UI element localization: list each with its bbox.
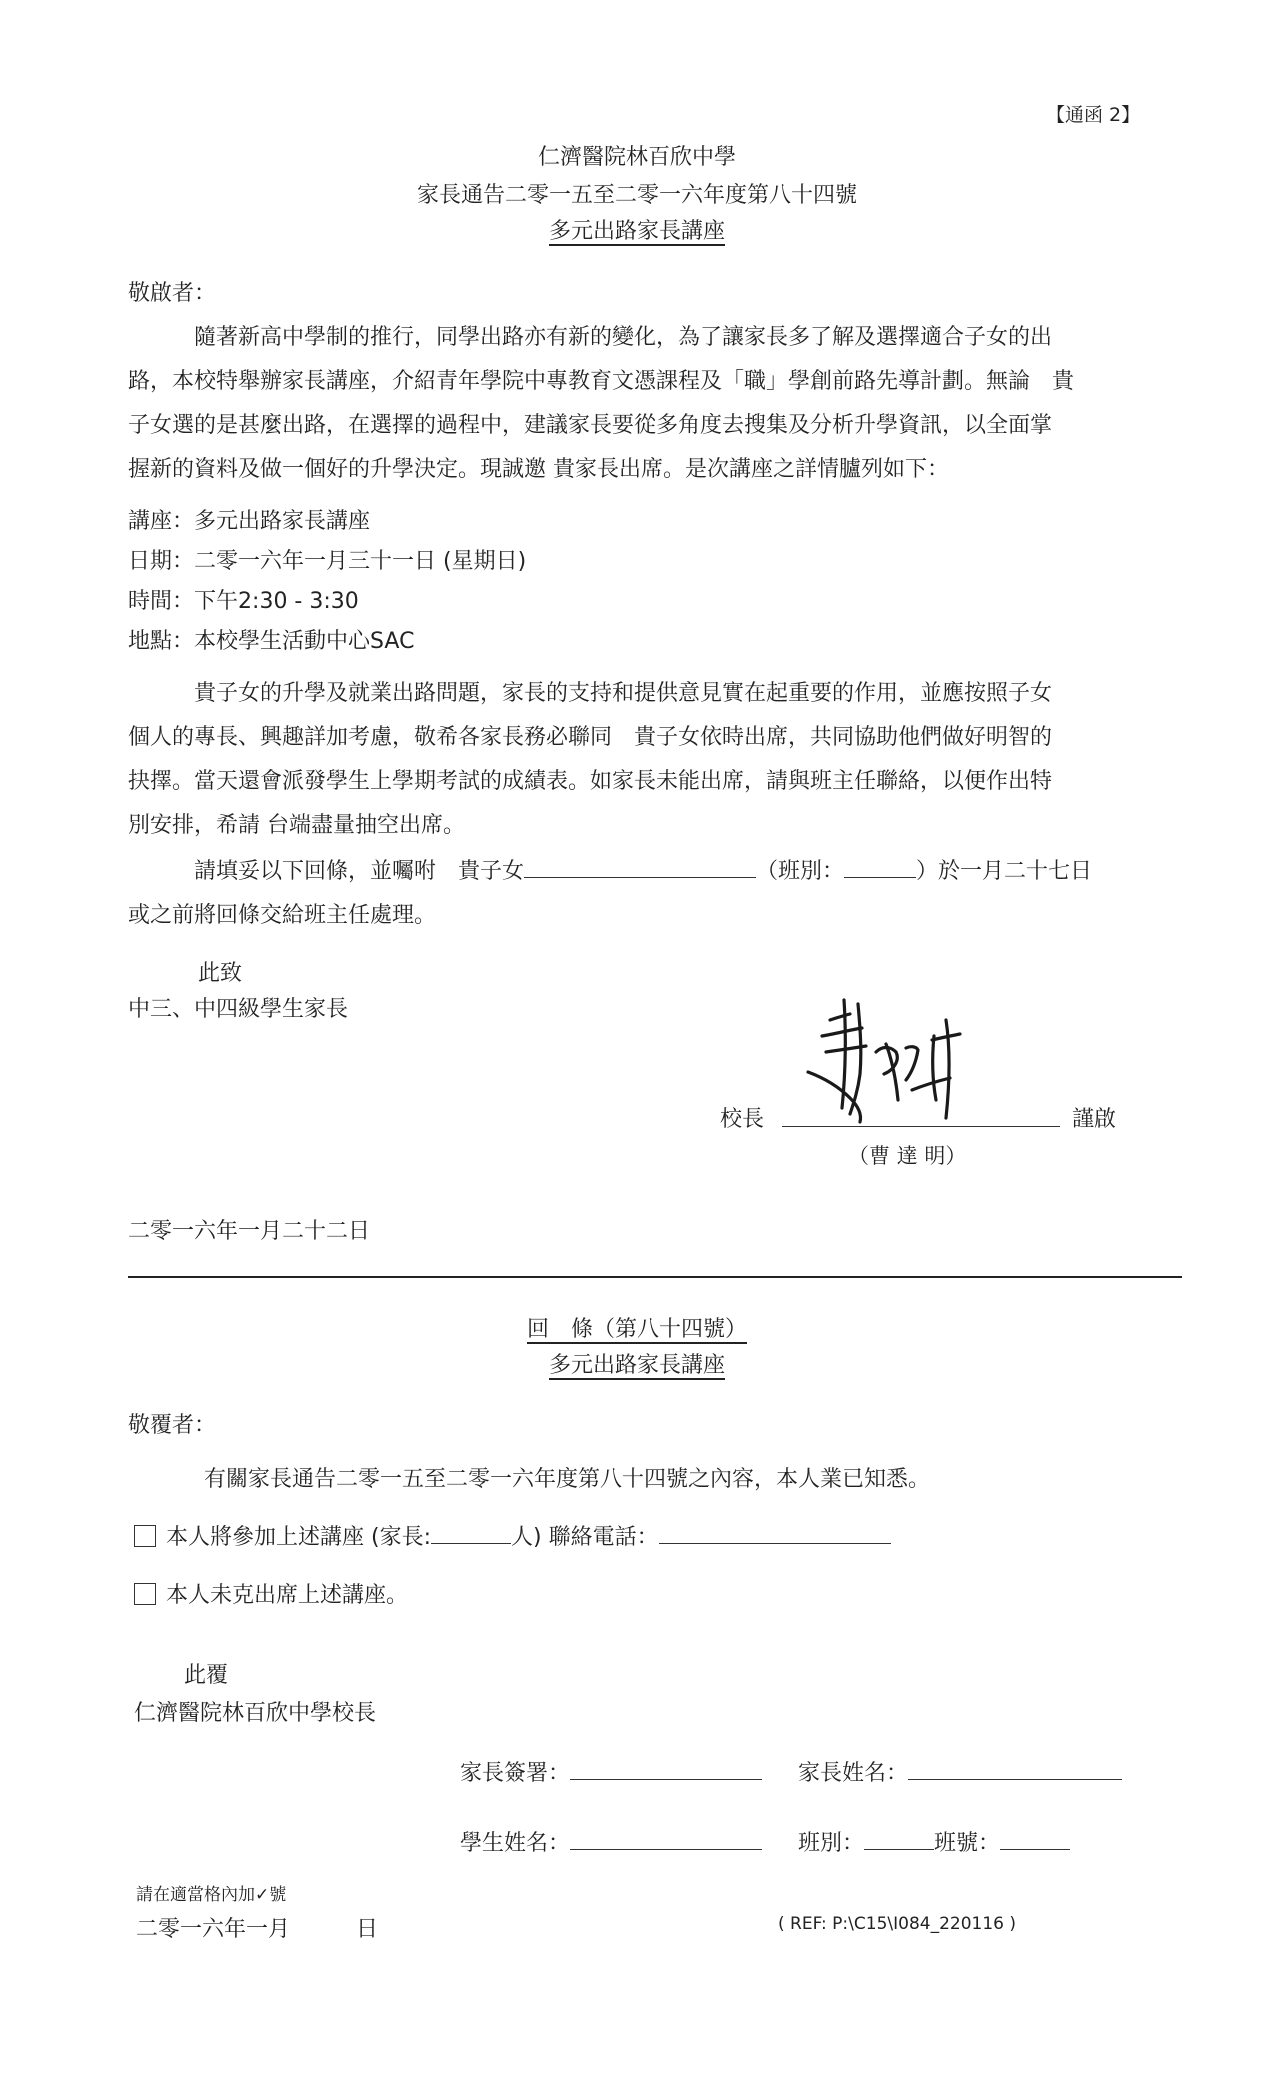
reply-instruction-line bbox=[128, 850, 1178, 894]
salutation: 敬啟者： bbox=[128, 281, 217, 306]
class-field[interactable] bbox=[798, 1826, 1070, 1857]
decline-option-text: 本人未克出席上述講座。 bbox=[166, 1583, 409, 1608]
parent-sign-blank[interactable] bbox=[570, 1777, 762, 1780]
detail-label: 時間 bbox=[128, 589, 173, 614]
acknowledgement: 有關家長通告二零一五至二零一六年度第八十四號之內容，本人業已知悉。 bbox=[204, 1467, 931, 1492]
reply-instruction-paragraph bbox=[128, 850, 1178, 938]
attend-checkbox[interactable] bbox=[134, 1525, 156, 1547]
reply-closing: 此覆 bbox=[184, 1663, 229, 1688]
intro-line: 子女選的是甚麼出路，在選擇的過程中，建議家長要從多角度去搜集及分析升學資訊，以全面掌 bbox=[128, 413, 1053, 438]
attend-option-text: 本人將參加上述講座 (家長: bbox=[166, 1525, 431, 1550]
detail-row: 時間：下午2:30 - 3:30 bbox=[128, 589, 359, 614]
detail-row: 地點：本校學生活動中心SAC bbox=[128, 629, 415, 654]
detail-row: 講座：多元出路家長講座 bbox=[128, 509, 371, 534]
decline-option[interactable] bbox=[134, 1578, 408, 1609]
student-name-field[interactable] bbox=[460, 1826, 762, 1857]
attend-option[interactable] bbox=[134, 1520, 891, 1551]
parent-name-blank[interactable] bbox=[908, 1777, 1122, 1780]
reply-title bbox=[0, 1312, 1274, 1343]
instruction-text: （班別： bbox=[756, 859, 845, 884]
tear-off-divider bbox=[128, 1276, 1182, 1278]
attend-option-phone-label: 人) 聯絡電話： bbox=[511, 1525, 659, 1550]
support-line: 個人的專長、興趣詳加考慮，敬希各家長務必聯同 貴子女依時出席，共同協助他們做好明智的 bbox=[128, 725, 1053, 750]
parent-name-label: 家長姓名： bbox=[798, 1761, 909, 1786]
class-blank bbox=[844, 875, 916, 878]
detail-row: 日期：二零一六年一月三十一日 (星期日) bbox=[128, 549, 527, 574]
circular-tag: 【通函 2】 bbox=[1046, 104, 1141, 126]
reply-subject-text: 多元出路家長講座 bbox=[548, 1353, 725, 1378]
reply-title-text: 回 條（第八十四號） bbox=[526, 1317, 747, 1342]
support-line: 別安排，希請 台端盡量抽空出席。 bbox=[128, 813, 465, 838]
intro-line: 握新的資料及做一個好的升學決定。現誠邀 貴家長出席。是次講座之詳情臚列如下： bbox=[128, 457, 949, 482]
class-no-label: 班號： bbox=[934, 1831, 1001, 1856]
sign-off: 謹啟 bbox=[1072, 1107, 1117, 1132]
class-input-blank[interactable] bbox=[864, 1847, 934, 1850]
decline-checkbox[interactable] bbox=[134, 1583, 156, 1605]
principal-signature bbox=[800, 990, 990, 1140]
tick-note: 請在適當格內加✓號 bbox=[136, 1885, 287, 1905]
instruction-text: 請填妥以下回條，並囑咐 貴子女 bbox=[194, 859, 525, 884]
class-no-input-blank[interactable] bbox=[1000, 1847, 1070, 1850]
support-line: 貴子女的升學及就業出路問題，家長的支持和提供意見實在起重要的作用，並應按照子女 bbox=[194, 681, 1053, 706]
intro-line: 路，本校特舉辦家長講座，介紹青年學院中專教育文憑課程及「職」學創前路先導計劃。無論 貴 bbox=[128, 369, 1075, 394]
detail-label: 日期 bbox=[128, 549, 173, 574]
support-line: 抉擇。當天還會派發學生上學期考試的成績表。如家長未能出席，請與班主任聯絡，以便作出特 bbox=[128, 769, 1053, 794]
school-name: 仁濟醫院林百欣中學 bbox=[537, 145, 736, 170]
intro-paragraph bbox=[128, 316, 1178, 492]
phone-blank[interactable] bbox=[659, 1541, 891, 1544]
notice-subject-text: 多元出路家長講座 bbox=[548, 219, 725, 244]
reply-recipient: 仁濟醫院林百欣中學校長 bbox=[134, 1701, 377, 1726]
reply-date: 二零一六年一月 日 bbox=[136, 1917, 379, 1942]
detail-value: 本校學生活動中心SAC bbox=[194, 629, 415, 654]
recipient: 中三、中四級學生家長 bbox=[128, 997, 349, 1022]
parent-name-field[interactable] bbox=[798, 1756, 1122, 1787]
detail-label: 地點 bbox=[128, 629, 173, 654]
notice-number: 家長通告二零一五至二零一六年度第八十四號 bbox=[416, 183, 857, 208]
intro-line: 隨著新高中學制的推行，同學出路亦有新的變化，為了讓家長多了解及選擇適合子女的出 bbox=[194, 325, 1053, 350]
attendee-count-blank[interactable] bbox=[431, 1541, 511, 1544]
parent-sign-field[interactable] bbox=[460, 1756, 762, 1787]
detail-value: 多元出路家長講座 bbox=[194, 509, 371, 534]
detail-value: 下午2:30 - 3:30 bbox=[194, 589, 359, 614]
notice-subject bbox=[0, 214, 1274, 245]
detail-value: 二零一六年一月三十一日 (星期日) bbox=[194, 549, 527, 574]
notice-date: 二零一六年一月二十二日 bbox=[128, 1219, 371, 1244]
class-label: 班別： bbox=[798, 1831, 865, 1856]
closing: 此致 bbox=[198, 961, 243, 986]
instruction-text: ）於一月二十七日 bbox=[916, 859, 1093, 884]
reply-subject bbox=[0, 1348, 1274, 1379]
support-paragraph bbox=[128, 672, 1178, 848]
principal-name: （曹 達 明） bbox=[848, 1144, 967, 1168]
principal-label: 校長 bbox=[720, 1107, 765, 1132]
student-name-label: 學生姓名： bbox=[460, 1831, 571, 1856]
event-details bbox=[128, 502, 526, 662]
student-name-blank bbox=[524, 875, 756, 878]
detail-label: 講座 bbox=[128, 509, 173, 534]
reply-salutation: 敬覆者： bbox=[128, 1413, 217, 1438]
reference-code: ( REF: P:\C15\I084_220116 ) bbox=[778, 1914, 1017, 1934]
reply-instruction-line: 或之前將回條交給班主任處理。 bbox=[128, 903, 437, 928]
student-name-input-blank[interactable] bbox=[570, 1847, 762, 1850]
parent-sign-label: 家長簽署： bbox=[460, 1761, 571, 1786]
